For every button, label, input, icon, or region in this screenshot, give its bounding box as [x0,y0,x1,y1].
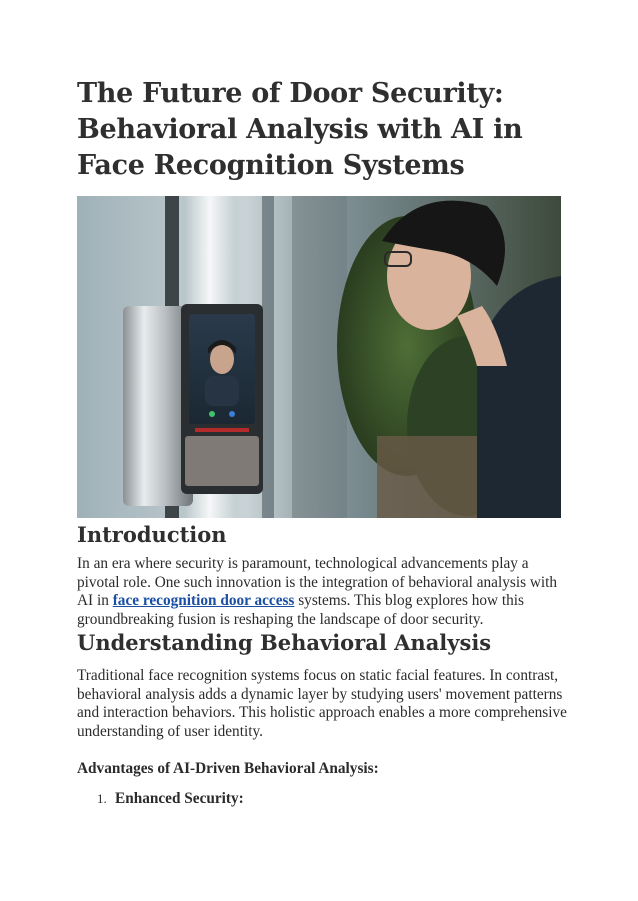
article [77,76,567,809]
intro-text-before-link: In an era where security is paramount, technological advancements play a pivotal role. One such innovation is the integration of behavioral analysis with AI in [77,555,558,609]
intro-text-after-link: systems. This blog explores how this groundbreaking fusion is reshaping the landscape of door security. [77,592,524,628]
face-recognition-door-access-link[interactable]: face recognition door access [112,592,295,609]
understanding-paragraph: Traditional face recognition systems focus on static facial features. In contrast, behavioral analysis adds a dynamic layer by studying users' movement patterns and interaction behaviors. This holistic approach enables a more comprehensive understanding of user identity. [77,667,567,740]
article-title: The Future of Door Security: Behavioral Analysis with AI in Face Recognition Systems [77,78,523,181]
list-item [77,789,567,809]
section-heading-understanding: Understanding Behavioral Analysis [77,630,492,655]
list-item-label: Enhanced Security: [115,790,244,807]
introduction-paragraph [77,555,567,629]
hero-image [77,196,561,518]
list-item-number: 1. [97,791,107,806]
advantages-heading: Advantages of AI-Driven Behavioral Analysis: [77,760,379,777]
advantages-list [77,789,567,809]
section-heading-introduction: Introduction [77,522,227,547]
